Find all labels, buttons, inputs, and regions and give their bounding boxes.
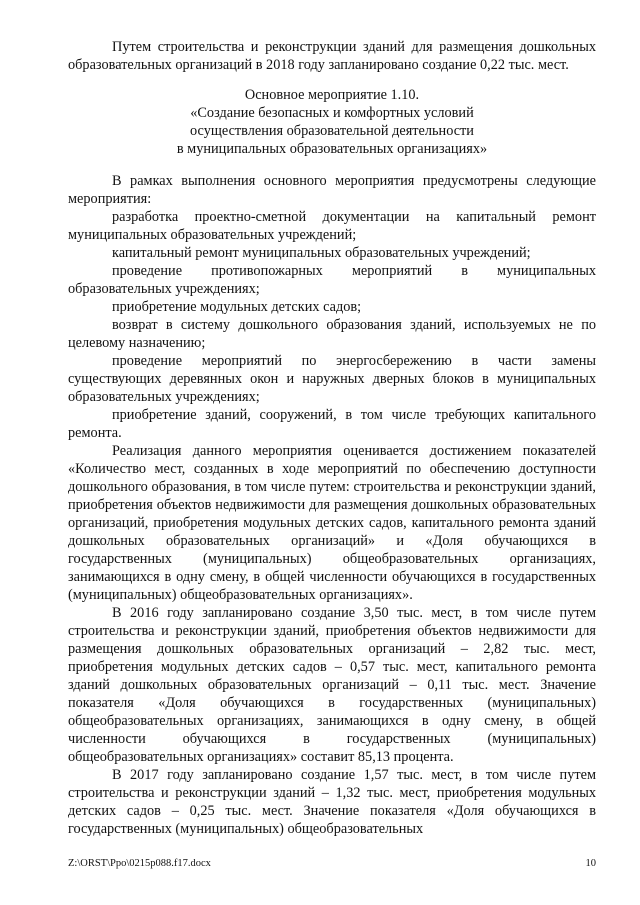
paragraph-2016: В 2016 году запланировано создание 3,50 тыс. мест, в том числе путем строительства и реконструкции зданий, приобретения объектов недвижимости для размещения дошкольных образовательных организаций – 2,82 тыс. мест, приобретения модульных детских садов – 0,57 тыс. мест, капитального ремонта зданий дошкольных образовательных организаций – 0,11 тыс. мест. Значение показателя «Доля обучающихся в государственных (муниципальных) общеобразовательных организациях, занимающихся в одну смену, в общей численности обучающихся в государственных (муниципальных) общеобразовательных организациях» составит 85,13 процента. [68, 605, 596, 765]
list-item: капитальный ремонт муниципальных образовательных учреждений; [112, 245, 531, 261]
page-footer [68, 858, 596, 869]
heading-line-3: осуществления образовательной деятельности [190, 123, 474, 139]
list-item: приобретение зданий, сооружений, в том числе требующих капитального ремонта. [68, 407, 596, 441]
list-item: возврат в систему дошкольного образования зданий, используемых не по целевому назначению; [68, 317, 596, 351]
document-body [68, 38, 596, 838]
list-item: проведение мероприятий по энергосбережению в части замены существующих деревянных окон и наружных дверных блоков в муниципальных образовательных учреждениях; [68, 353, 596, 405]
list-item: разработка проектно-сметной документации на капитальный ремонт муниципальных образовательных учреждений; [68, 209, 596, 243]
paragraph-2017: В 2017 году запланировано создание 1,57 тыс. мест, в том числе путем строительства и реконструкции зданий – 1,32 тыс. мест, приобретения модульных детских садов – 0,25 тыс. мест. Значение показателя «Доля обучающихся в государственных (муниципальных) общеобразовательных [68, 767, 596, 837]
heading-line-2: «Создание безопасных и комфортных условий [190, 105, 474, 121]
page-number: 10 [585, 858, 596, 869]
intro-paragraph: Путем строительства и реконструкции зданий для размещения дошкольных образовательных организаций в 2018 году запланировано создание 0,22 тыс. мест. [68, 39, 596, 73]
heading-line-4: в муниципальных образовательных организациях» [176, 141, 488, 157]
heading-line-1: Основное мероприятие 1.10. [244, 87, 420, 103]
paragraph-measures-intro: В рамках выполнения основного мероприятия предусмотрены следующие мероприятия: [68, 173, 596, 207]
paragraph-indicators: Реализация данного мероприятия оценивается достижением показателей «Количество мест, созданных в ходе мероприятий по обеспечению доступности дошкольного образования, в том числе путем: строительства и реконструкции зданий, приобретения объектов недвижимости для размещения дошкольных образовательных организаций, приобретения модульных детских садов, капитального ремонта зданий дошкольных образовательных организаций» и «Доля обучающихся в государственных (муниципальных) общеобразовательных организациях, занимающихся в одну смену, в общей численности обучающихся в государственных (муниципальных) общеобразовательных организациях». [68, 443, 596, 603]
file-path: Z:\ORST\Ppo\0215p088.f17.docx [68, 858, 211, 869]
list-item: проведение противопожарных мероприятий в муниципальных образовательных учреждениях; [68, 263, 596, 297]
section-heading [68, 86, 596, 158]
list-item: приобретение модульных детских садов; [112, 299, 362, 315]
